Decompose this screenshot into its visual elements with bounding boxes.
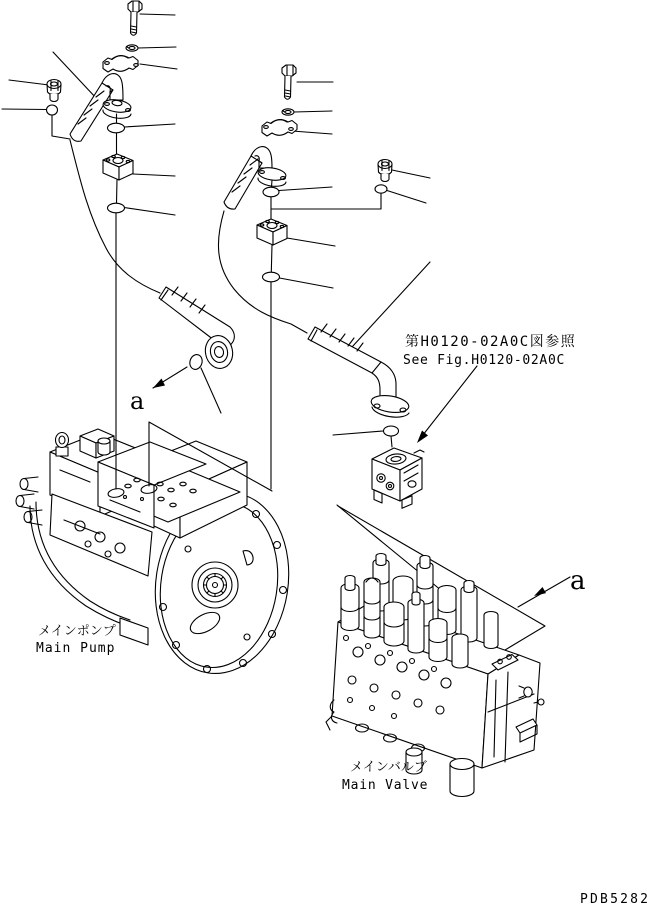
drawing-code: PDB5282 xyxy=(580,892,650,907)
hose-clamp-2 xyxy=(262,120,297,136)
pump-side-ports xyxy=(16,477,42,525)
assembly-1 xyxy=(47,1,143,213)
o-ring-2c xyxy=(375,185,387,193)
section-label-a-valve: a xyxy=(570,566,586,596)
reference-note-jp: 第H0120-02A0C図参照 xyxy=(405,334,577,350)
section-arrow-pump xyxy=(153,367,187,388)
flange-block-2 xyxy=(257,219,287,245)
bolt-1 xyxy=(128,1,142,35)
plug-2 xyxy=(378,160,392,182)
flanged-hose-pump-side xyxy=(159,287,236,371)
flanged-hose-valve-side xyxy=(308,324,410,436)
o-ring-2a xyxy=(263,187,279,197)
o-ring-connector xyxy=(384,426,399,436)
pump-shaft-hub xyxy=(192,562,238,608)
reference-note-en: See Fig.H0120-02A0C xyxy=(403,353,566,368)
bolt-2 xyxy=(282,65,296,99)
pump-lifting-eye xyxy=(56,433,69,457)
o-ring-1c xyxy=(108,203,125,213)
pump-label-jp: メインポンプ xyxy=(38,624,116,639)
pump-label-en: Main Pump xyxy=(36,641,116,656)
flange-block-1 xyxy=(103,154,133,180)
section-arrow-valve xyxy=(518,577,570,607)
leader-lines xyxy=(2,14,430,435)
hose-clamp-1 xyxy=(103,56,138,72)
pump-housing-cutout xyxy=(243,551,253,565)
plug-1 xyxy=(47,80,61,102)
valve-label-jp: メインバルブ xyxy=(350,760,427,775)
valve-label-en: Main Valve xyxy=(342,778,429,793)
pump-top-cylinder xyxy=(98,438,110,455)
lock-washer-2 xyxy=(282,109,294,115)
o-ring-1a xyxy=(47,105,58,115)
elbow-tube-2 xyxy=(224,147,287,210)
assembly-2 xyxy=(224,65,392,282)
o-ring-1b xyxy=(108,123,125,133)
section-label-a-pump: a xyxy=(130,387,145,415)
o-ring-2b xyxy=(263,272,280,282)
connector-block xyxy=(372,448,424,508)
reference-arrow xyxy=(417,366,477,443)
lock-washer-1 xyxy=(126,45,138,51)
